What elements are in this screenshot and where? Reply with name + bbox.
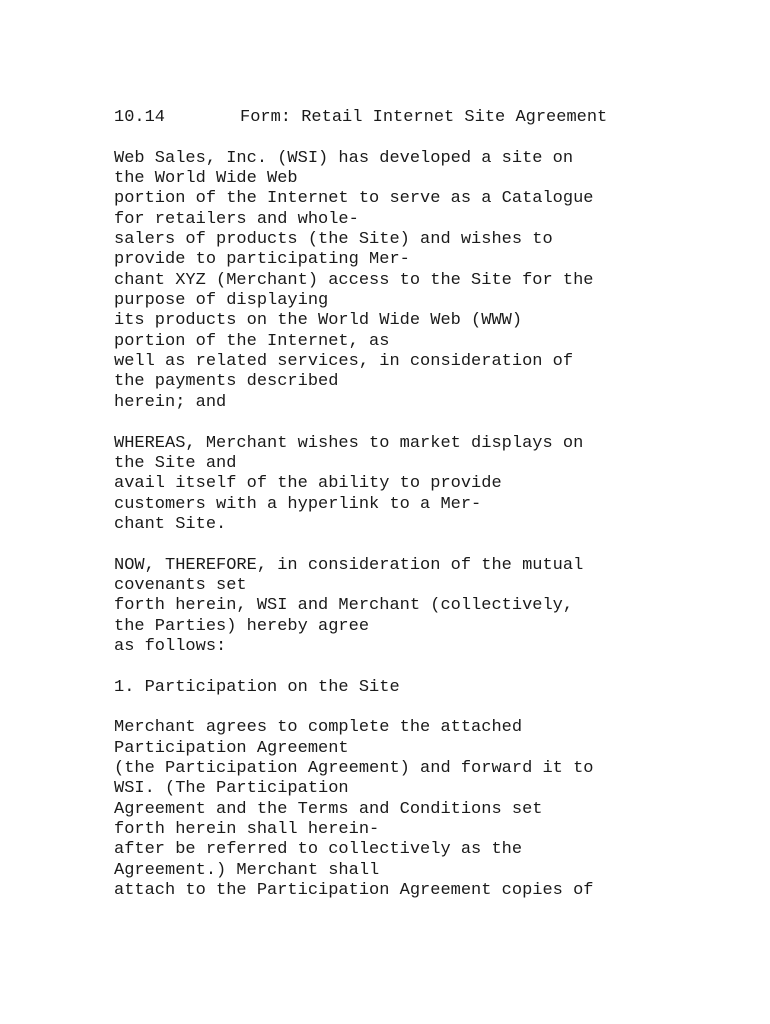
document-page <box>114 108 674 901</box>
section-heading-participation <box>114 678 674 698</box>
spacer <box>114 413 674 433</box>
spacer <box>114 128 674 148</box>
text-line: chant XYZ (Merchant) access to the Site for the <box>114 270 594 290</box>
text-line: forth herein shall herein- <box>114 820 380 840</box>
text-line: herein; and <box>114 392 227 412</box>
text-line: Participation Agreement <box>114 738 349 758</box>
paragraph-participation <box>114 718 674 901</box>
text-line: salers of products (the Site) and wishes to <box>114 230 553 250</box>
paragraph-now-therefore <box>114 556 674 658</box>
text-line: Web Sales, Inc. (WSI) has developed a site on <box>114 148 574 168</box>
text-line: NOW, THEREFORE, in consideration of the mutual <box>114 555 584 575</box>
text-line: WHEREAS, Merchant wishes to market displays on <box>114 433 584 453</box>
text-line: after be referred to collectively as the <box>114 840 523 860</box>
spacer <box>114 657 674 677</box>
text-line: attach to the Participation Agreement copies of <box>114 881 594 901</box>
text-line: Merchant agrees to complete the attached <box>114 718 523 738</box>
text-line: WSI. (The Participation <box>114 779 349 799</box>
text-line: the World Wide Web <box>114 169 298 189</box>
text-line: customers with a hyperlink to a Mer- <box>114 494 482 514</box>
text-line: forth herein, WSI and Merchant (collectively, <box>114 596 574 616</box>
document-heading <box>114 108 674 128</box>
text-line: as follows: <box>114 636 227 656</box>
section-title: Form: Retail Internet Site Agreement <box>240 108 608 127</box>
text-line: avail itself of the ability to provide <box>114 474 502 494</box>
text-line: provide to participating Mer- <box>114 250 410 270</box>
text-line: its products on the World Wide Web (WWW) <box>114 311 523 331</box>
text-line: the Parties) hereby agree <box>114 616 370 636</box>
text-line: the Site and <box>114 453 237 473</box>
text-line: well as related services, in consideration of <box>114 352 574 372</box>
paragraph-recitals <box>114 149 674 413</box>
text-line: the payments described <box>114 372 339 392</box>
spacer <box>114 535 674 555</box>
text-line: portion of the Internet to serve as a Catalogue <box>114 189 594 209</box>
text-line: purpose of displaying <box>114 291 329 311</box>
text-line: Agreement and the Terms and Conditions set <box>114 799 543 819</box>
subsection-title: 1. Participation on the Site <box>114 677 400 697</box>
section-number: 10.14 <box>114 108 166 127</box>
spacer <box>114 698 674 718</box>
text-line: (the Participation Agreement) and forward it to <box>114 759 594 778</box>
text-line: covenants set <box>114 575 247 595</box>
text-line: portion of the Internet, as <box>114 331 390 351</box>
text-line: Agreement.) Merchant shall <box>114 860 380 880</box>
paragraph-whereas <box>114 434 674 536</box>
text-line: chant Site. <box>114 514 227 534</box>
text-line: for retailers and whole- <box>114 209 359 229</box>
